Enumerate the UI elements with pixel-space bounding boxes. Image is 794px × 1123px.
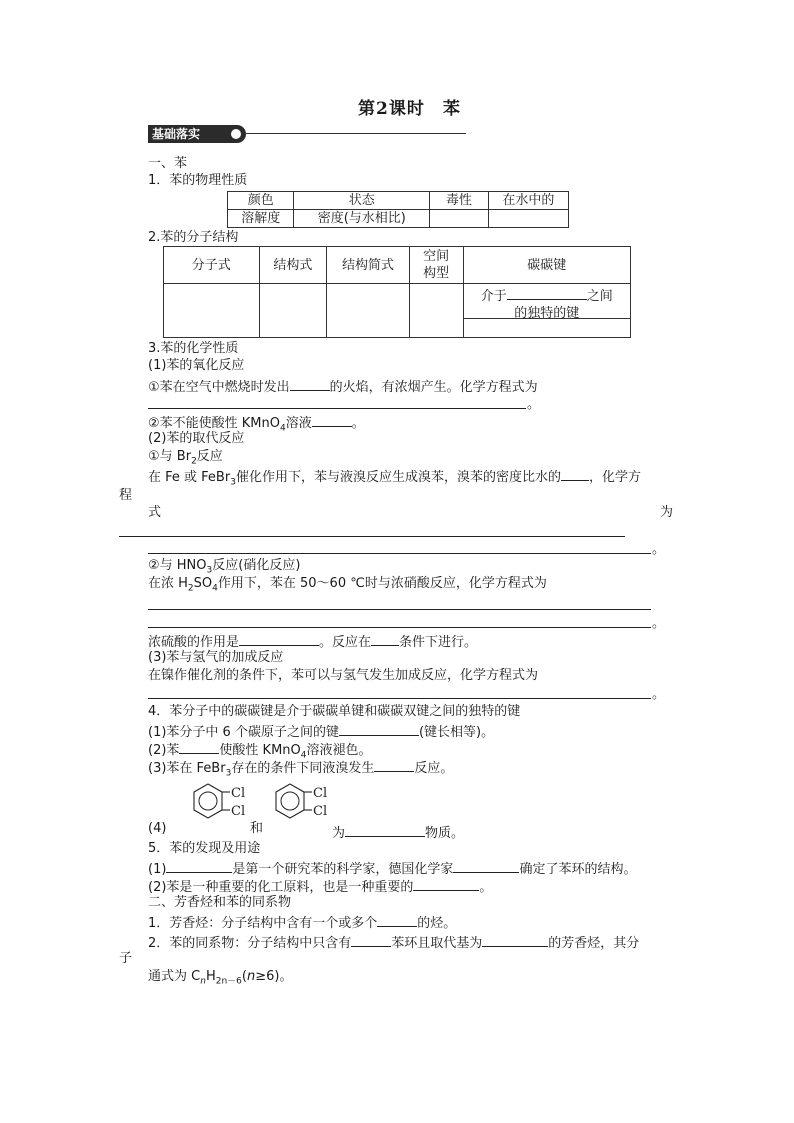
- dichlorobenzene-structure-1: [180, 780, 250, 840]
- cc-bond-heading: 4．苯分子中的碳碳键是介于碳碳单键和碳碳双键之间的独特的键: [148, 704, 521, 719]
- blank-line: [312, 412, 352, 427]
- cl-label: Cl: [231, 804, 246, 819]
- answer-line: [148, 698, 651, 699]
- badge-dot-icon: [231, 129, 241, 139]
- blank-line: [453, 858, 519, 873]
- blank-line: [371, 631, 399, 646]
- wrap-char: 程: [119, 488, 133, 503]
- cell-in-water: 在水中的: [488, 192, 568, 210]
- wrap-char: 式: [148, 505, 162, 520]
- discovery-item-2: (2)苯是一种重要的化工原料，也是一种重要的 。: [148, 876, 492, 897]
- dichlorobenzene-structure-2: [262, 780, 332, 840]
- addition-text: 在镍作催化剂的条件下，苯可以与氢气发生加成反应，化学方程式为: [148, 668, 539, 683]
- sulfuric-acid-line: 浓硫酸的作用是 。反应在 条件下进行。: [148, 631, 477, 652]
- blank-line: [166, 858, 232, 873]
- answer-line: [148, 627, 651, 628]
- cc-bond-item-3: (3)苯在 FeBr$_3$存在的条件下同液溴发生 反应。: [148, 757, 453, 783]
- chemical-properties-heading: 3.苯的化学性质: [148, 341, 239, 356]
- cell-blank: [488, 210, 568, 228]
- nitration-heading: ②与 $HNO_3$反应(硝化反应): [148, 558, 301, 576]
- cell-blank: [327, 284, 410, 338]
- header-geometry: 空间 构型: [409, 247, 463, 284]
- section-badge: [148, 125, 246, 143]
- cell-density: 密度(与水相比): [294, 210, 430, 228]
- kmno4-line: ②苯不能使酸性 KMnO$_4$溶液 。: [148, 412, 365, 438]
- blank-line: [179, 739, 219, 754]
- cc-bond-item-2: (2)苯 使酸性 KMnO$_4$溶液褪色。: [148, 739, 372, 765]
- blank-line: [482, 932, 548, 947]
- bromine-heading: ①与 $Br_2$反应: [148, 449, 223, 467]
- header-structural: 结构式: [259, 247, 327, 284]
- wrap-char: 子: [119, 951, 133, 966]
- molecular-structure-table: [163, 246, 631, 338]
- molecular-structure-heading: 2.苯的分子结构: [148, 230, 239, 245]
- period: 。: [652, 542, 666, 557]
- cell-toxicity: 毒性: [430, 192, 489, 210]
- blank-line: [239, 631, 319, 646]
- cell-blank: [259, 284, 327, 338]
- nitration-text: 在浓 $H_2SO_4$作用下，苯在 50～60 ℃时与浓硝酸反应，化学方程式为: [148, 576, 547, 594]
- period: 。: [527, 397, 541, 412]
- blank-line: [290, 376, 330, 391]
- cell-blank: [430, 210, 489, 228]
- physical-properties-heading: 1．苯的物理性质: [148, 173, 248, 188]
- and-word: 和: [250, 821, 264, 836]
- discovery-heading: 5．苯的发现及用途: [148, 841, 261, 856]
- blank-line: [345, 822, 425, 837]
- badge-label: 基础落实: [152, 127, 201, 141]
- blank-line: [413, 876, 479, 891]
- blank-line: [377, 912, 417, 927]
- cell-blank: [164, 284, 260, 338]
- cl-label: Cl: [231, 786, 246, 801]
- item-4-end: 为 物质。: [332, 822, 464, 843]
- blank-line: [339, 721, 419, 736]
- answer-line: [148, 609, 651, 610]
- general-formula: 通式为 $C_nH_{2n-6}(n\ge 6)$。: [148, 969, 293, 987]
- blank-line: [374, 757, 414, 772]
- header-condensed: 结构简式: [327, 247, 410, 284]
- cl-label: Cl: [313, 786, 328, 801]
- blank-line: [507, 285, 587, 300]
- oxidation-heading: (1)苯的氧化反应: [148, 358, 245, 373]
- cc-bond-item-1: (1)苯分子中 6 个碳原子之间的键 (键长相等)。: [148, 721, 494, 742]
- header-formula: 分子式: [164, 247, 260, 284]
- wrap-char: 为: [660, 505, 674, 520]
- discovery-item-1: (1) 是第一个研究苯的科学家，德国化学家 确定了苯环的结构。: [148, 858, 636, 879]
- substitution-heading: (2)苯的取代反应: [148, 431, 245, 446]
- answer-line: [148, 408, 526, 409]
- period: 。: [652, 616, 666, 631]
- blank-line: [351, 932, 391, 947]
- aromatic-heading: 二、芳香烃和苯的同系物: [148, 895, 292, 910]
- heading-benzene: 一、苯: [148, 156, 188, 171]
- blank-line: [561, 466, 589, 481]
- bromination-text: 在 Fe 或 FeBr$_3$催化作用下，苯与液溴反应生成溴苯，溴苯的密度比水的 ，化学方: [148, 466, 641, 492]
- addition-heading: (3)苯与氢气的加成反应: [148, 650, 284, 665]
- answer-line: [148, 553, 651, 554]
- page-title: 第2课时 苯: [358, 99, 461, 119]
- cl-label: Cl: [313, 804, 328, 819]
- combustion-line: ①苯在空气中燃烧时发出 的火焰，有浓烟产生。化学方程式为: [148, 376, 538, 397]
- cell-solubility: 溶解度: [228, 210, 294, 228]
- aromatic-def: 1．芳香烃：分子结构中含有一个或多个 的烃。: [148, 912, 456, 933]
- cell-blank: [409, 284, 463, 338]
- cell-cc-bond: 介于 之间 的独特的键: [463, 284, 631, 338]
- homolog-def: 2．苯的同系物：分子结构中只含有 苯环且取代基为 的芳香烃，其分: [148, 932, 639, 953]
- cell-state: 状态: [294, 192, 430, 210]
- item-4-label: (4): [148, 821, 167, 836]
- badge-divider: [246, 133, 466, 134]
- cell-color: 颜色: [228, 192, 294, 210]
- header-cc-bond: 碳碳键: [463, 247, 631, 284]
- answer-line: [119, 536, 625, 537]
- physical-properties-table: [227, 191, 569, 228]
- period: 。: [652, 687, 666, 702]
